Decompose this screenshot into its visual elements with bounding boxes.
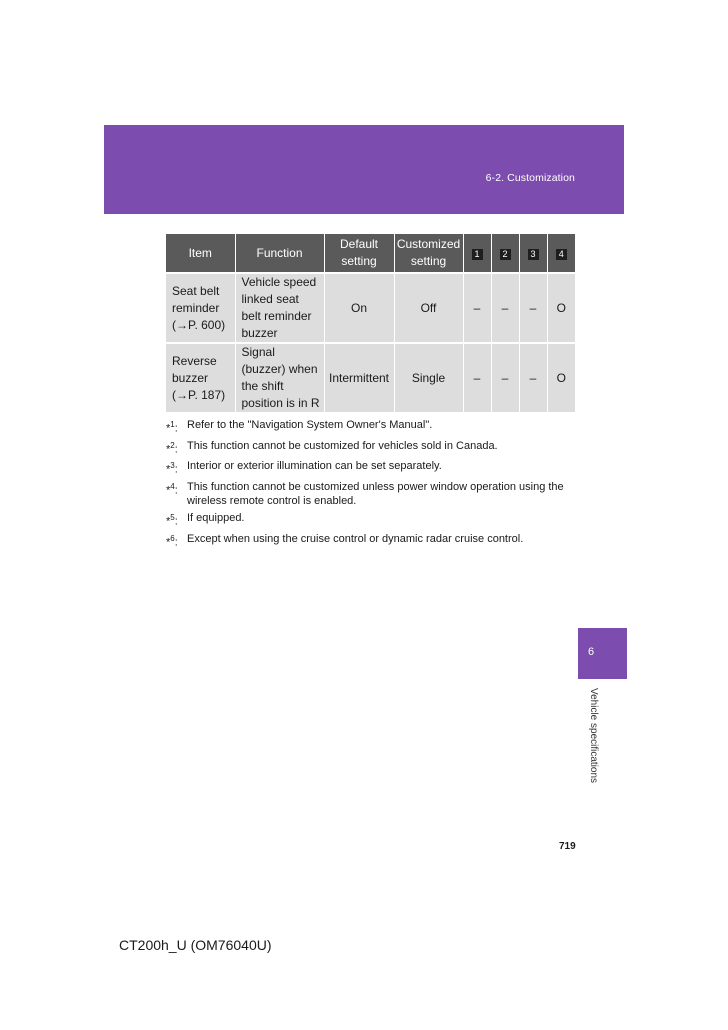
row-method-2: – — [491, 273, 519, 343]
section-title: 6-2. Customization — [485, 172, 575, 184]
table-row — [166, 343, 575, 412]
row-item: Seat belt reminder (→P. 600) — [166, 273, 235, 343]
table-row — [166, 273, 575, 343]
row-default: On — [324, 273, 394, 343]
footnote — [166, 480, 582, 508]
row-method-4: O — [547, 343, 575, 412]
header-default-setting: Default setting — [324, 234, 394, 273]
footnote-marker: *$^2$: — [166, 440, 178, 456]
method-2-badge: 2 — [500, 249, 511, 260]
row-item: Reverse buzzer (→P. 187) — [166, 343, 235, 412]
header-method-1 — [463, 234, 491, 273]
footnote — [166, 418, 582, 436]
footnote-text: Except when using the cruise control or dynamic radar cruise control. — [187, 532, 524, 545]
row-method-4: O — [547, 273, 575, 343]
footnote-text: This function cannot be customized unless power window operation using the wireless remote control is enabled. — [187, 480, 564, 507]
row-default: Intermittent — [324, 343, 394, 412]
footnote — [166, 459, 582, 477]
row-method-1: – — [463, 343, 491, 412]
footnote-text: Interior or exterior illumination can be set separately. — [187, 460, 442, 473]
header-method-3 — [519, 234, 547, 273]
footnote — [166, 532, 582, 550]
table-header-row — [166, 234, 575, 273]
footnote-text: This function cannot be customized for vehicles sold in Canada. — [187, 439, 498, 452]
row-method-1: – — [463, 273, 491, 343]
row-method-3: – — [519, 273, 547, 343]
header-customized-setting: Customized setting — [394, 234, 463, 273]
row-function: Signal (buzzer) when the shift position is in R — [235, 343, 324, 412]
footnote-marker: *$^4$: — [166, 481, 178, 497]
footnote-text: Refer to the "Navigation System Owner's Manual". — [187, 419, 433, 431]
footnote — [166, 511, 582, 529]
chapter-label: Vehicle specifications — [588, 688, 599, 784]
row-function: Vehicle speed linked seat belt reminder buzzer — [235, 273, 324, 343]
chapter-number: 6 — [588, 646, 595, 658]
header-function: Function — [235, 234, 324, 273]
row-customized: Single — [394, 343, 463, 412]
method-4-badge: 4 — [556, 249, 567, 260]
header-method-4 — [547, 234, 575, 273]
page-number: 719 — [559, 841, 576, 852]
row-method-3: – — [519, 343, 547, 412]
footnote-marker: *$^3$: — [166, 461, 178, 476]
header-method-2 — [491, 234, 519, 273]
chapter-tab — [578, 628, 627, 679]
customization-table — [166, 234, 575, 412]
row-customized: Off — [394, 273, 463, 343]
document-code: CT200h_U (OM76040U) — [119, 937, 272, 953]
header-item: Item — [166, 234, 235, 273]
method-3-badge: 3 — [528, 249, 539, 260]
row-method-2: – — [491, 343, 519, 412]
footnote-text: If equipped. — [187, 511, 245, 524]
footnotes — [166, 418, 582, 552]
header-band — [104, 125, 624, 214]
footnote — [166, 439, 582, 457]
footnote-marker: *$^1$: — [166, 420, 178, 435]
method-1-badge: 1 — [472, 249, 483, 260]
footnote-marker: *$^6$: — [166, 533, 178, 549]
footnote-marker: *$^5$: — [166, 512, 178, 528]
